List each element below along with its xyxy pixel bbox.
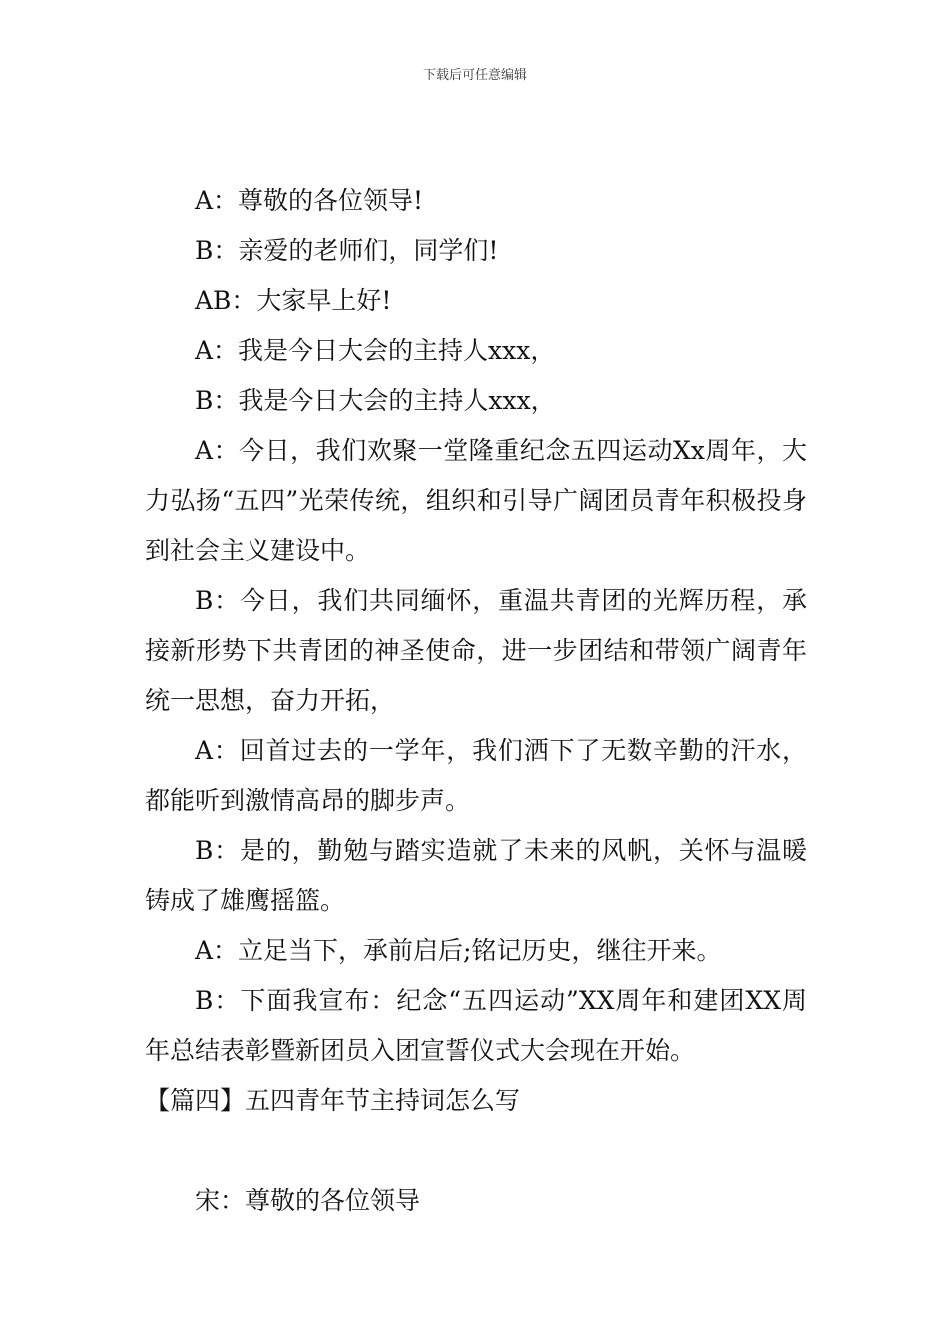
document-body	[145, 176, 807, 1226]
paragraph: A：我是今日大会的主持人xxx，	[195, 336, 556, 365]
paragraph: B：今日，我们共同缅怀，重温共青团的光辉历程，承接新形势下共青团的神圣使命，进一步团结和带领广阔青年统一思想，奋力开拓，	[145, 586, 807, 715]
paragraph: A：尊敬的各位领导!	[195, 186, 424, 215]
paragraph: B：亲爱的老师们，同学们!	[195, 236, 499, 265]
paragraph: A：回首过去的一学年，我们洒下了无数辛勤的汗水，都能听到激情高昂的脚步声。	[145, 736, 807, 815]
paragraph: A：立足当下，承前启后;铭记历史，继往开来。	[195, 936, 722, 965]
page-header-note: 下载后可任意编辑	[422, 68, 527, 83]
paragraph: A：今日，我们欢聚一堂隆重纪念五四运动Xx周年，大力弘扬“五四”光荣传统，组织和引导广阔团员青年积极投身到社会主义建设中。	[145, 436, 807, 565]
paragraph: AB：大家早上好!	[195, 286, 392, 315]
section-title: 【篇四】五四青年节主持词怎么写	[145, 1086, 521, 1115]
paragraph: 宋：尊敬的各位领导	[195, 1186, 421, 1215]
paragraph: B：我是今日大会的主持人xxx，	[195, 386, 556, 415]
paragraph: B：是的，勤勉与踏实造就了未来的风帆，关怀与温暖铸成了雄鹰摇篮。	[145, 836, 807, 915]
paragraph: B：下面我宣布：纪念“五四运动”XX周年和建团XX周年总结表彰暨新团员入团宣誓仪式大会现在开始。	[145, 986, 807, 1065]
blank-line	[145, 1126, 807, 1176]
